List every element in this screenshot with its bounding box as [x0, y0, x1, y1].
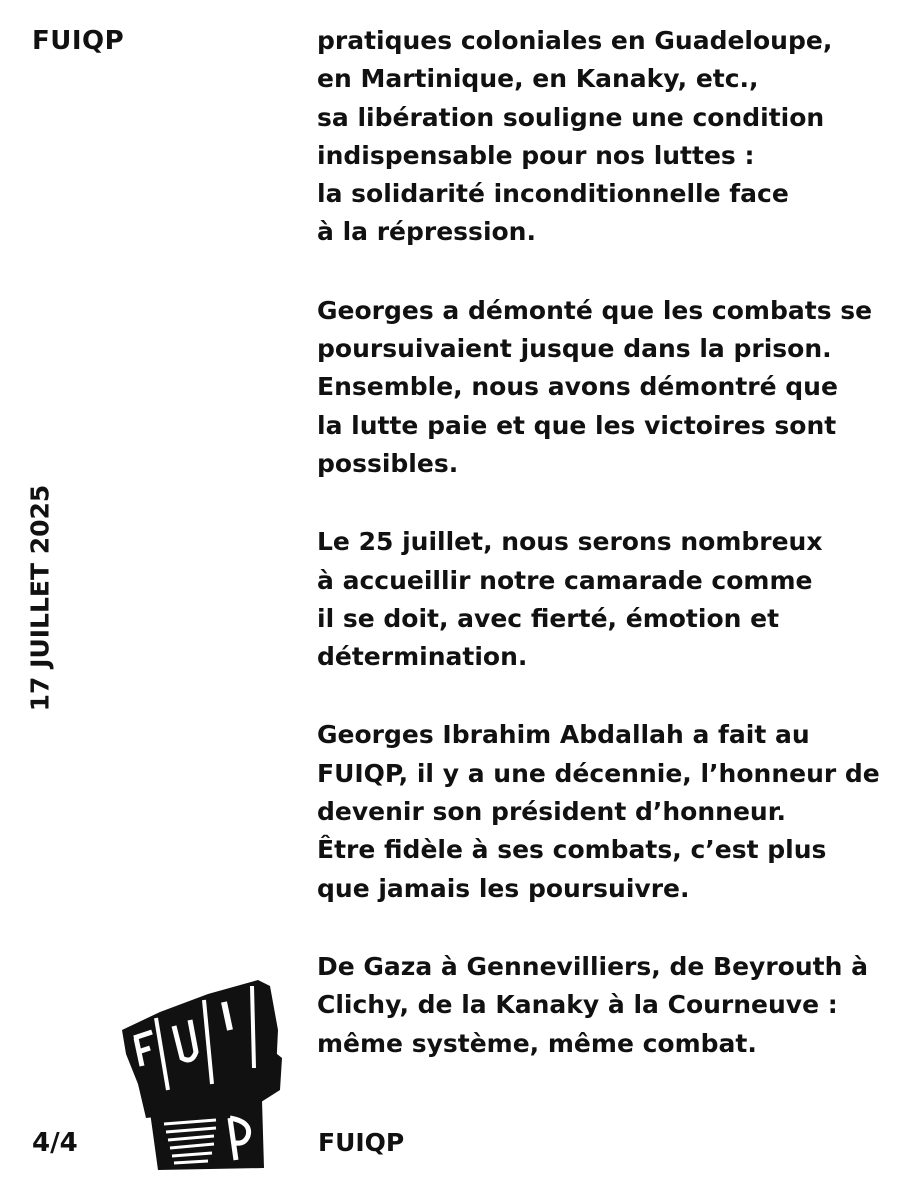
- body-text: [317, 22, 887, 1103]
- text-line: Le 25 juillet, nous serons nombreux: [317, 527, 823, 557]
- text-line: à la répression.: [317, 217, 536, 247]
- text-line: poursuivaient jusque dans la prison.: [317, 334, 832, 364]
- paragraph-1: [317, 22, 887, 252]
- text-line: la lutte paie et que les victoires sont: [317, 410, 837, 440]
- text-line: Ensemble, nous avons démontré que: [317, 372, 838, 402]
- text-line: en Martinique, en Kanaky, etc.,: [317, 64, 759, 94]
- text-line: Clichy, de la Kanaky à la Courneuve :: [317, 990, 838, 1020]
- vertical-date: 17 JUILLET 2025: [25, 484, 55, 712]
- text-line: la solidarité inconditionnelle face: [317, 179, 789, 209]
- text-line: Georges a démonté que les combats se: [317, 295, 873, 325]
- paragraph-4: [317, 716, 887, 907]
- text-line: sa libération souligne une condition: [317, 102, 825, 132]
- text-line: Être fidèle à ses combats, c’est plus: [317, 835, 827, 865]
- text-line: FUIQP, il y a une décennie, l’honneur de: [317, 758, 880, 788]
- text-line: même système, même combat.: [317, 1028, 757, 1058]
- page-counter: 4/4: [32, 1128, 78, 1158]
- paragraph-5: [317, 948, 887, 1063]
- text-line: possibles.: [317, 448, 459, 478]
- text-line: indispensable pour nos luttes :: [317, 140, 755, 170]
- footer-brand: FUIQP: [318, 1128, 405, 1157]
- text-line: à accueillir notre camarade comme: [317, 565, 813, 595]
- paragraph-3: [317, 523, 887, 676]
- paragraph-2: [317, 292, 887, 483]
- text-line: pratiques coloniales en Guadeloupe,: [317, 26, 833, 55]
- text-line: il se doit, avec fierté, émotion et: [317, 603, 780, 633]
- text-line: détermination.: [317, 642, 528, 672]
- text-line: que jamais les poursuivre.: [317, 873, 690, 903]
- text-line: De Gaza à Gennevilliers, de Beyrouth à: [317, 951, 868, 981]
- header-brand: FUIQP: [32, 26, 125, 56]
- text-line: devenir son président d’honneur.: [317, 797, 786, 827]
- raised-fist-logo-icon: [112, 972, 292, 1172]
- text-line: Georges Ibrahim Abdallah a fait au: [317, 720, 810, 750]
